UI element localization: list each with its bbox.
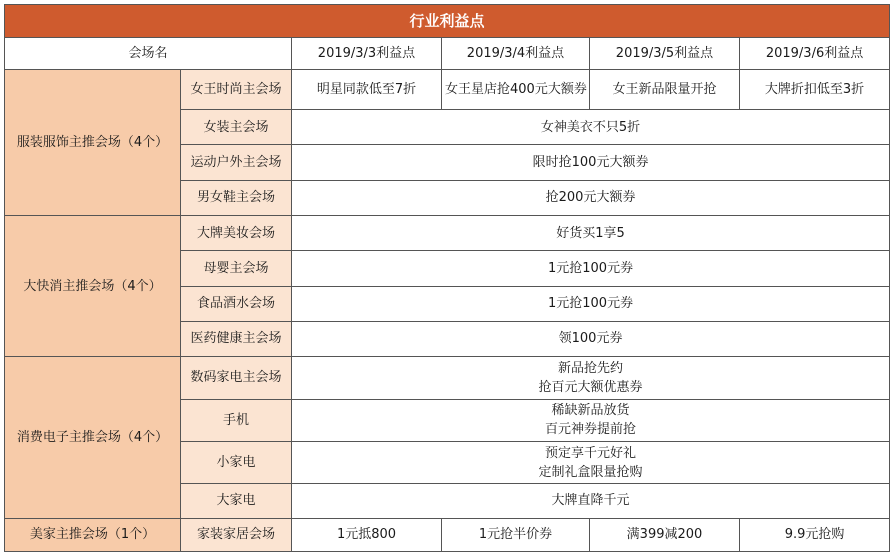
date-column-header: 2019/3/6利益点	[740, 38, 890, 69]
venue-name-cell: 大家电	[181, 484, 292, 518]
table-row	[5, 215, 890, 250]
benefit-line: 限时抢100元大额券	[532, 154, 649, 170]
benefit-line: 大牌直降千元	[551, 493, 630, 509]
group-name-cell: 美家主推会场（1个）	[5, 518, 181, 551]
benefit-line: 好货买1享5	[556, 225, 625, 241]
benefit-line: 领100元券	[558, 331, 623, 347]
benefit-line: 预定享千元好礼	[545, 445, 637, 461]
merged-benefit-cell	[292, 441, 890, 483]
header-row	[5, 38, 890, 69]
venue-name-cell: 数码家电主会场	[181, 357, 292, 399]
title-row	[5, 5, 890, 38]
group-name-cell: 消费电子主推会场（4个）	[5, 357, 181, 518]
benefit-table	[4, 4, 890, 552]
table-row	[5, 518, 890, 551]
benefit-line: 抢百元大额优惠券	[538, 379, 643, 395]
venue-name-cell: 男女鞋主会场	[181, 180, 292, 215]
benefit-cell: 明星同款低至7折	[292, 69, 442, 109]
merged-benefit-cell	[292, 357, 890, 399]
date-column-header: 2019/3/4利益点	[442, 38, 590, 69]
venue-name-cell: 大牌美妆会场	[181, 215, 292, 250]
benefit-line: 女神美衣不只5折	[540, 119, 641, 135]
merged-benefit-cell	[292, 321, 890, 356]
venue-name-cell: 母婴主会场	[181, 251, 292, 286]
venue-name-cell: 医药健康主会场	[181, 321, 292, 356]
merged-benefit-cell	[292, 484, 890, 518]
table-row	[5, 69, 890, 109]
merged-benefit-cell	[292, 215, 890, 250]
table-row	[5, 357, 890, 399]
benefit-cell: 满399减200	[590, 518, 740, 551]
venue-name-cell: 手机	[181, 399, 292, 441]
benefit-line: 抢200元大额券	[545, 190, 636, 206]
merged-benefit-cell	[292, 180, 890, 215]
benefit-cell: 9.9元抢购	[740, 518, 890, 551]
merged-benefit-cell	[292, 145, 890, 180]
benefit-cell: 大牌折扣低至3折	[740, 69, 890, 109]
benefit-line: 定制礼盒限量抢购	[538, 464, 643, 480]
benefit-line: 1元抢100元券	[547, 260, 634, 276]
date-column-header: 2019/3/5利益点	[590, 38, 740, 69]
benefit-line: 1元抢100元券	[547, 296, 634, 312]
date-column-header: 2019/3/3利益点	[292, 38, 442, 69]
venue-name-cell: 家装家居会场	[181, 518, 292, 551]
benefit-cell: 1元抢半价券	[442, 518, 590, 551]
benefit-cell: 1元抵800	[292, 518, 442, 551]
benefit-line: 稀缺新品放货	[551, 403, 630, 419]
group-name-cell: 大快消主推会场（4个）	[5, 215, 181, 356]
venue-column-header: 会场名	[5, 38, 292, 69]
venue-name-cell: 食品酒水会场	[181, 286, 292, 321]
benefit-line: 新品抢先约	[558, 360, 624, 376]
benefit-line: 百元神券提前抢	[545, 422, 637, 438]
group-name-cell: 服装服饰主推会场（4个）	[5, 69, 181, 215]
benefit-cell: 女王星店抢400元大额券	[442, 69, 590, 109]
venue-name-cell: 女装主会场	[181, 109, 292, 144]
benefit-cell: 女王新品限量开抢	[590, 69, 740, 109]
merged-benefit-cell	[292, 251, 890, 286]
venue-name-cell: 女王时尚主会场	[181, 69, 292, 109]
merged-benefit-cell	[292, 109, 890, 144]
merged-benefit-cell	[292, 399, 890, 441]
venue-name-cell: 运动户外主会场	[181, 145, 292, 180]
table-title: 行业利益点	[5, 5, 890, 38]
venue-name-cell: 小家电	[181, 441, 292, 483]
merged-benefit-cell	[292, 286, 890, 321]
